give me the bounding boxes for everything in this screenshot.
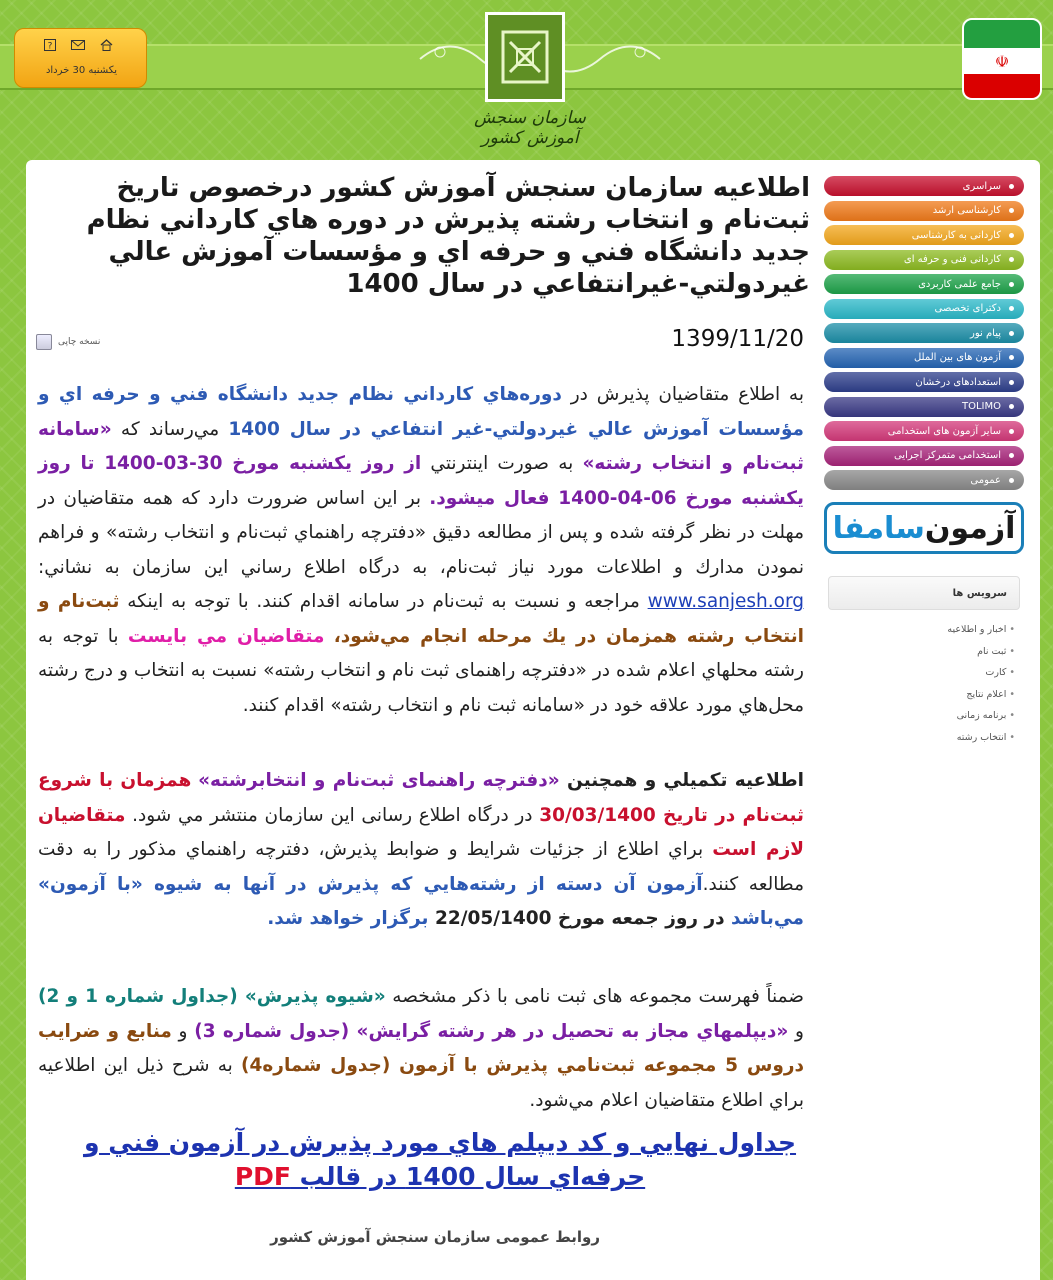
sidebar-menu-label: سراسری [962,180,1001,192]
paragraph-3: ضمناً فهرست مجموعه های ثبت نامی با ذكر مشخصه «شيوه پذيرش» (جداول شماره 1 و 2) و «ديپلمهاي مجاز به تحصيل در هر رشته گرايش» (جدول شماره 3) و منابع و ضرايب دروس 5 مجموعه ثبت‌نامي پذيرش با آزمون (جدول شماره4) به شرح ذيل اين اطلاعيه براي اطلاع متقاضيان اعلام مي‌شود. [38,986,804,1111]
sidebar-menu [824,176,1024,495]
service-link-card[interactable]: • کارت [860,667,1015,689]
sidebar-menu-item[interactable] [824,323,1024,343]
bullet-icon [1009,184,1014,189]
paragraph-2: اطلاعيه تكميلي و همچنين «دفترچه راهنمای ثبت‌نام و انتخابرشته» همزمان با شروع ثبت‌نام در تاريخ 30/03/1400 در درگاه اطلاع رسانی اين سازمان منتشر مي شود. متقاضيان لازم است براي اطلاع از جزئيات شرايط و ضوابط پذيرش، دفترچه راهنماي مذكور را به دقت مطالعه كنند.آزمون آن دسته از رشته‌هايي كه پذيرش در آنها به شيوه «با آزمون» مي‌باشد در روز جمعه مورخ 22/05/1400 برگزار خواهد شد. [38,770,804,929]
sidebar-menu-label: سایر آزمون های استخدامی [887,425,1001,437]
sidebar-menu-item[interactable] [824,470,1024,490]
sidebar-menu-label: کارشناسی ارشد [932,205,1001,216]
sidebar-menu-item[interactable] [824,397,1024,417]
sidebar-menu-label: دکترای تخصصی [934,303,1001,314]
iran-flag [962,18,1042,100]
sidebar-menu-label: کاردانی به کارشناسی [911,229,1001,241]
sidebar-menu-item[interactable] [824,274,1024,294]
bullet-icon [1009,208,1014,213]
service-link-field-selection[interactable]: • انتخاب رشته [860,732,1015,754]
sidebar-menu-item[interactable] [824,250,1024,270]
paragraph-1: به اطلاع متقاضيان پذيرش در دوره‌هاي كارداني نظام جديد دانشگاه فني و حرفه اي و مؤسسات آموزش عالي غيردولتي-غير انتفاعي در سال 1400 مي‌رساند كه «سامانه ثبت‌نام و انتخاب رشته» به صورت اينترنتي از روز يكشنبه مورخ 30-03-1400 تا روز يكشنبه مورخ 06-04-1400 فعال ميشود. بر اين اساس ضرورت دارد كه همه متقاضيان در مهلت در نظر گرفته شده و پس از مطالعه دقيق «دفترچه راهنماي ثبت‌نام و انتخاب رشته» و فراهم نمودن مدارك و اطلاعات مورد نياز ثبت‌نام، به درگاه اطلاع رساني اين سازمان به نشاني: www.sanjesh.org مراجعه و نسبت به ثبت‌نام در سامانه اقدام كنند. با توجه به اينكه ثبت‌نام و انتخاب رشته همزمان در يك مرحله انجام مي‌شود، متقاضيان مي بايست با توجه به رشته محلهاي اعلام شده در «دفترچه راهنمای ثبت نام و انتخاب رشته» نسبت به انتخاب و درج رشته محل‌هاي مورد علاقه خود در «سامانه ثبت نام و انتخاب رشته» اقدام كنند. [38,384,805,716]
service-link-registration[interactable]: • ثبت نام [860,646,1015,668]
services-header: سرویس ها [828,576,1020,610]
svg-text:?: ? [47,41,53,51]
emblem-icon: ☫ [994,51,1010,71]
sidebar-menu-item[interactable] [824,348,1024,368]
sidebar-menu-label: کاردانی فنی و حرفه ای [903,254,1001,265]
date-widget [14,28,147,88]
bullet-icon [1009,257,1014,262]
sidebar-menu-item[interactable] [824,225,1024,245]
bullet-icon [1009,355,1014,360]
sidebar-menu-item[interactable] [824,176,1024,196]
home-icon[interactable] [99,39,113,51]
service-link-news[interactable]: • اخبار و اطلاعیه [860,624,1015,646]
article-date: 1399/11/20 [671,326,804,352]
article-signature: روابط عمومی سازمان سنجش آموزش کشور [270,1228,600,1246]
services-list [860,624,1015,753]
bullet-icon [1009,429,1014,434]
bullet-icon [1009,380,1014,385]
sidebar-menu-item[interactable] [824,201,1024,221]
sanjesh-url-link[interactable]: www.sanjesh.org [647,591,804,612]
samfa-ad-banner[interactable]: آزمون سامفا [824,502,1024,554]
bullet-icon [1009,306,1014,311]
sidebar-menu-label: TOLIMO [962,401,1001,412]
date-label: یکشنبه 30 خرداد [45,65,118,76]
bullet-icon [1009,282,1014,287]
printer-icon [36,334,52,350]
sidebar-menu-label: استعدادهای درخشان [915,376,1001,388]
help-icon[interactable] [43,39,57,51]
org-logo[interactable] [485,12,565,102]
bullet-icon [1009,331,1014,336]
mail-icon[interactable] [71,39,85,51]
sidebar-menu-item[interactable] [824,446,1024,466]
print-version-link[interactable]: نسخه چاپی [36,332,146,352]
sidebar-menu-label: جامع علمی کاربردی [918,278,1001,290]
service-link-results[interactable]: • اعلام نتایج [860,689,1015,711]
sidebar-menu-label: عمومی [970,474,1001,486]
download-tables-link[interactable]: جداول نهايي و كد ديپلم هاي مورد پذيرش در آزمون فني و حرفه‌اي سال 1400 در قالب PDF [83,1128,797,1191]
article-title: اطلاعيه سازمان سنجش آموزش كشور درخصوص تاريخ ثبت‌نام و انتخاب رشته پذيرش در دوره هاي كارداني نظام جديد دانشگاه فني و حرفه اي و مؤسسات آموزش عالي غيردولتي-غيرانتفاعي در سال 1400 [86,173,810,299]
sidebar-menu-item[interactable] [824,421,1024,441]
sidebar-menu-label: آزمون های بین الملل [913,352,1001,363]
bullet-icon [1009,233,1014,238]
bullet-icon [1009,453,1014,458]
sidebar-menu-item[interactable] [824,372,1024,392]
sidebar-menu-label: پیام نور [970,327,1001,339]
sidebar-menu-label: استخدامی متمرکز اجرایی [893,450,1001,461]
bullet-icon [1009,478,1014,483]
bullet-icon [1009,404,1014,409]
service-link-schedule[interactable]: • برنامه زمانی [860,710,1015,732]
org-logo-text: سازمان سنجش آموزش کشور [474,108,586,148]
sidebar-menu-item[interactable] [824,299,1024,319]
